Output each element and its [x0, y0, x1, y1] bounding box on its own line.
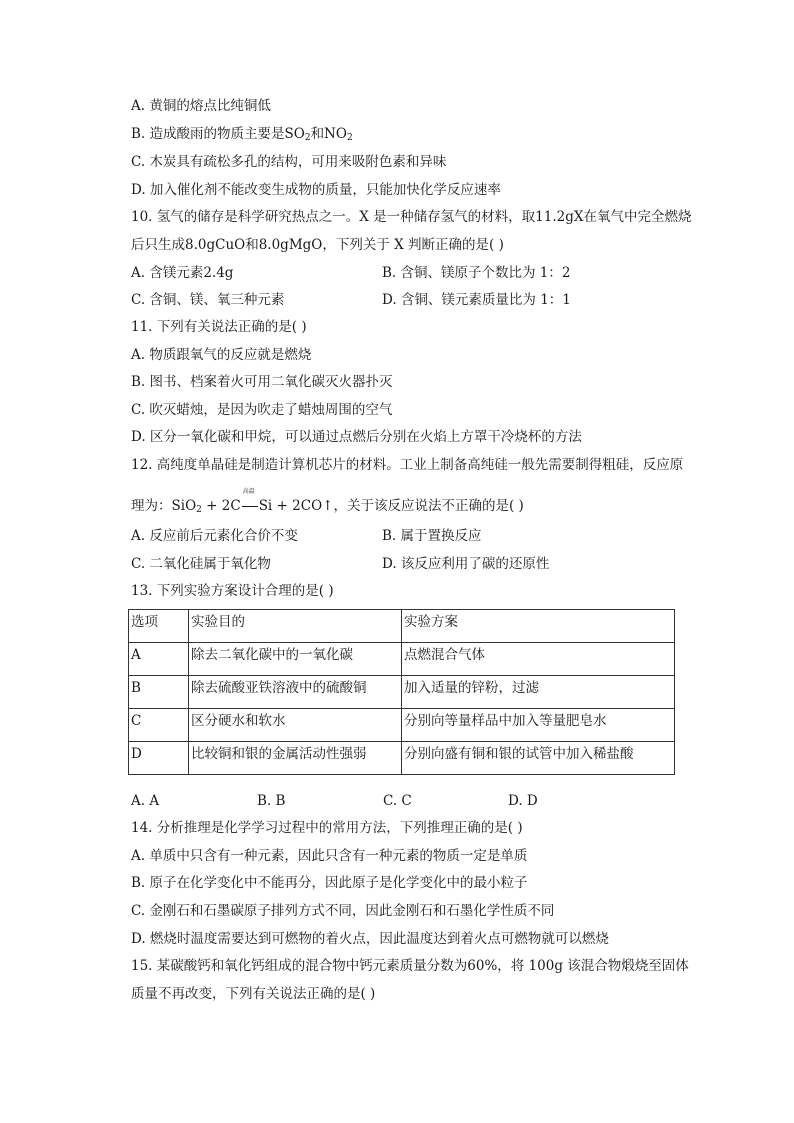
- q12-formula-lhs: + 2C: [201, 498, 241, 514]
- table-cell: B: [129, 676, 189, 709]
- table-row: [129, 709, 675, 742]
- q11-stem: 11. 下列有关说法正确的是( ): [131, 319, 307, 335]
- q10-option-d: D. 含铜、镁元素质量比为 1：1: [382, 292, 571, 308]
- table-cell: 除去硫酸亚铁溶液中的硫酸铜: [189, 676, 402, 709]
- reaction-condition: 高温: [242, 488, 255, 495]
- q10-option-c: C. 含铜、镁、氧三种元素: [131, 292, 285, 308]
- q9-option-b-text-2: 和NO: [310, 126, 347, 142]
- subscript: 2: [196, 505, 202, 515]
- q13-option-d: D. D: [508, 793, 538, 809]
- q12-formula-rhs: Si + 2CO↑，关于该反应说法不正确的是( ): [258, 498, 524, 514]
- q10-stem-line-2: 后只生成8.0gCuO和8.0gMgO，下列关于 X 判断正确的是( ): [131, 237, 504, 253]
- table-header-cell: 实验方案: [402, 610, 675, 643]
- table-cell: C: [129, 709, 189, 742]
- q10-option-a: A. 含镁元素2.4g: [131, 265, 234, 281]
- q11-option-d: D. 区分一氧化碳和甲烷，可以通过点燃后分别在火焰上方罩干冷烧杯的方法: [131, 429, 582, 445]
- q9-option-a: A. 黄铜的熔点比纯铜低: [131, 98, 271, 114]
- q12-option-a: A. 反应前后元素化合价不变: [131, 528, 298, 544]
- table-cell: D: [129, 742, 189, 775]
- q15-stem-line-2: 质量不再改变，下列有关说法正确的是( ): [131, 986, 376, 1002]
- table-cell: 分别向等量样品中加入等量肥皂水: [402, 709, 675, 742]
- table-cell: 除去二氧化碳中的一氧化碳: [189, 643, 402, 676]
- table-cell: 区分硬水和软水: [189, 709, 402, 742]
- q13-stem: 13. 下列实验方案设计合理的是( ): [131, 583, 334, 599]
- q15-stem-line-1: 15. 某碳酸钙和氧化钙组成的混合物中钙元素质量分数为60%，将 100g 该混合物煅烧至固体: [131, 958, 689, 974]
- table-cell: 点燃混合气体: [402, 643, 675, 676]
- experiment-table: [128, 609, 675, 775]
- q14-option-d: D. 燃烧时温度需要达到可燃物的着火点，因此温度达到着火点可燃物就可以燃烧: [131, 931, 609, 947]
- q13-option-c: C. C: [383, 793, 412, 809]
- table-cell: A: [129, 643, 189, 676]
- table-header-cell: 实验目的: [189, 610, 402, 643]
- q12-option-c: C. 二氧化硅属于氧化物: [131, 556, 271, 572]
- q14-stem: 14. 分析推理是化学学习过程中的常用方法，下列推理正确的是( ): [131, 820, 523, 836]
- table-cell: 比较铜和银的金属活动性强弱: [189, 742, 402, 775]
- reaction-arrow: [241, 488, 259, 515]
- q10-stem-line-1: 10. 氢气的储存是科学研究热点之一。X 是一种储存氢气的材料，取11.2gX在氧气中完全燃烧: [131, 209, 692, 225]
- table-row: [129, 742, 675, 775]
- q11-option-c: C. 吹灭蜡烛，是因为吹走了蜡烛周围的空气: [131, 402, 393, 418]
- table-row: [129, 676, 675, 709]
- q10-option-b: B. 含铜、镁原子个数比为 1：2: [382, 265, 571, 281]
- q9-option-c: C. 木炭具有疏松多孔的结构，可用来吸附色素和异味: [131, 154, 447, 170]
- subscript: 2: [304, 133, 311, 143]
- table-row: [129, 643, 675, 676]
- subscript: 2: [346, 133, 353, 143]
- q11-option-a: A. 物质跟氧气的反应就是燃烧: [131, 347, 312, 363]
- table-header-row: [129, 610, 675, 643]
- q12-stem-line-2: [131, 488, 524, 519]
- q12-option-d: D. 该反应利用了碳的还原性: [382, 556, 550, 572]
- q13-option-b: B. B: [257, 793, 286, 809]
- q9-option-b-text-1: B. 造成酸雨的物质主要是SO: [131, 126, 305, 142]
- q12-option-b: B. 属于置换反应: [382, 528, 482, 544]
- table-cell: 分别向盛有铜和银的试管中加入稀盐酸: [402, 742, 675, 775]
- q14-option-a: A. 单质中只含有一种元素，因此只含有一种元素的物质一定是单质: [131, 848, 528, 864]
- q9-option-b: [131, 125, 353, 147]
- q12-stem-line-1: 12. 高纯度单晶硅是制造计算机芯片的材料。工业上制备高纯硅一般先需要制得粗硅，反应原: [131, 457, 684, 473]
- table-header-cell: 选项: [129, 610, 189, 643]
- q14-option-c: C. 金刚石和石墨碳原子排列方式不同，因此金刚石和石墨化学性质不同: [131, 903, 555, 919]
- q11-option-b: B. 图书、档案着火可用二氧化碳灭火器扑灭: [131, 374, 393, 390]
- table-cell: 加入适量的锌粉，过滤: [402, 676, 675, 709]
- q14-option-b: B. 原子在化学变化中不能再分，因此原子是化学变化中的最小粒子: [131, 875, 528, 891]
- equals-bar: [242, 506, 258, 507]
- q13-option-a: A. A: [131, 793, 160, 809]
- q12-formula-sio: 理为：SiO: [131, 498, 197, 514]
- q9-option-d: D. 加入催化剂不能改变生成物的质量，只能加快化学反应速率: [131, 182, 501, 198]
